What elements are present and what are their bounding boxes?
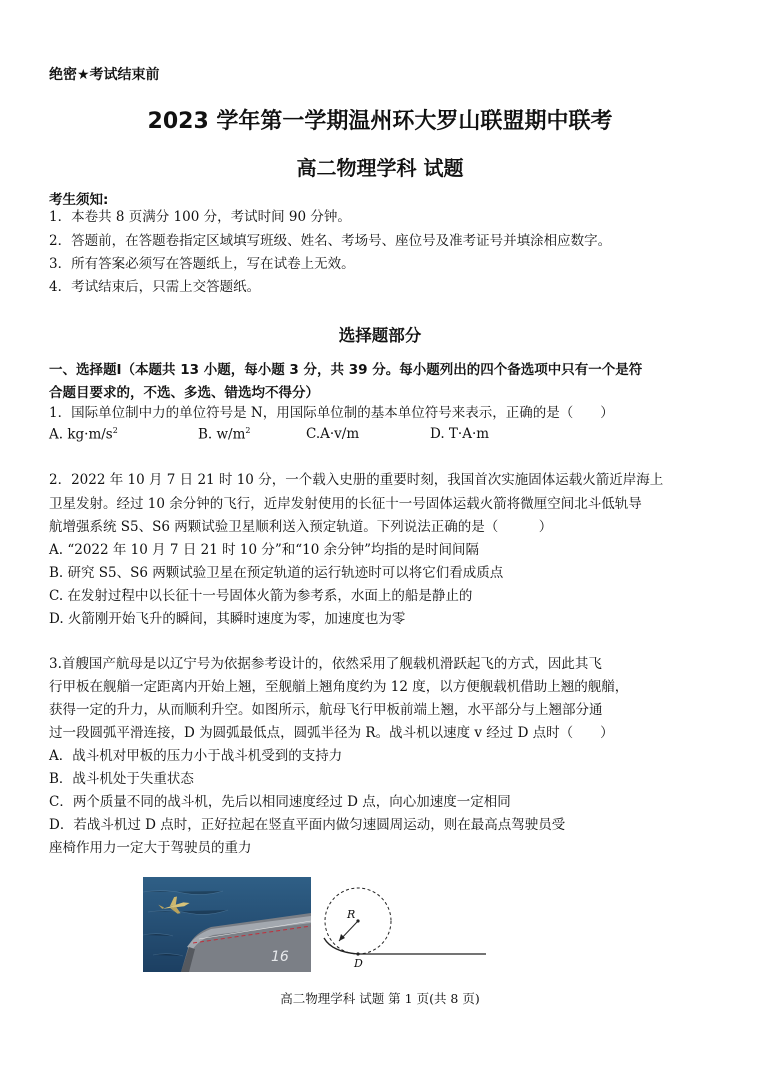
q1-stem: 1．国际单位制中力的单位符号是 N，用国际单位制的基本单位符号来表示，正确的是（ ） <box>49 405 614 421</box>
q3-stem-line: 行甲板在舰艏一定距离内开始上翘，至舰艏上翘角度约为 12 度，以方便舰载机借助上翘的舰艏， <box>49 679 629 695</box>
section-instruction: 一、选择题Ⅰ（本题共 13 小题，每小题 3 分，共 39 分。每小题列出的四个备选项中只有一个是符 <box>49 362 643 378</box>
q1-option-d: D. T·A·m <box>430 426 490 442</box>
carrier-photo <box>143 877 311 972</box>
exam-subtitle: 高二物理学科 试题 <box>296 156 464 180</box>
note-item: 1．本卷共 8 页满分 100 分，考试时间 90 分钟。 <box>49 209 351 225</box>
notes-title: 考生须知: <box>49 192 109 208</box>
q1-option-a: A. $kg\cdot m/s^2$ <box>49 426 118 443</box>
hull-number: 16 <box>271 949 289 965</box>
q3-stem-line: 过一段圆弧平滑连接，D 为圆弧最低点，圆弧半径为 R。战斗机以速度 v 经过 D 点时（ ） <box>49 725 614 741</box>
secret-mark: 绝密★考试结束前 <box>49 67 160 83</box>
q2-stem-line: 卫星发射。经过 10 余分钟的飞行，近岸发射使用的长征十一号固体运载火箭将微厘空间北斗低轨导 <box>49 496 642 512</box>
q2-option-d: D. 火箭刚开始飞升的瞬间，其瞬时速度为零，加速度也为零 <box>49 611 406 627</box>
q3-option-d-cont: 座椅作用力一定大于驾驶员的重力 <box>49 840 252 856</box>
note-item: 3．所有答案必须写在答题纸上，写在试卷上无效。 <box>49 256 355 272</box>
q2-option-b: B. 研究 S5、S6 两颗试验卫星在预定轨道的运行轨迹时可以将它们看成质点 <box>49 565 504 581</box>
q3-option-a: A．战斗机对甲板的压力小于战斗机受到的支持力 <box>49 748 343 764</box>
note-item: 2．答题前，在答题卷指定区域填写班级、姓名、考场号、座位号及准考证号并填涂相应数字。 <box>49 233 612 249</box>
q2-stem-line: 航增强系统 S5、S6 两颗试验卫星顺利送入预定轨道。下列说法正确的是（ ） <box>49 519 553 535</box>
q3-option-b: B．战斗机处于失重状态 <box>49 771 194 787</box>
page-footer: 高二物理学科 试题 第 1 页(共 8 页) <box>280 991 480 1006</box>
q2-option-a: A. “2022 年 10 月 7 日 21 时 10 分”和“10 余分钟”均指的是时间间隔 <box>49 542 480 558</box>
q1-option-c: C.A·v/m <box>306 426 360 442</box>
radius-label: R <box>347 908 356 921</box>
note-item: 4．考试结束后，只需上交答题纸。 <box>49 279 261 295</box>
q3-stem-line: 获得一定的升力，从而顺利升空。如图所示，航母飞行甲板前端上翘，水平部分与上翘部分通 <box>49 702 603 718</box>
q2-stem-line: 2．2022 年 10 月 7 日 21 时 10 分，一个载入史册的重要时刻，我国首次实施固体运载火箭近岸海上 <box>49 472 664 488</box>
q1-option-b: B. $w/m^2$ <box>198 426 251 443</box>
exam-title: 2023 学年第一学期温州环大罗山联盟期中联考 <box>147 109 613 134</box>
section-title: 选择题部分 <box>338 326 422 345</box>
section-instruction: 合题目要求的，不选、多选、错选均不得分） <box>49 385 319 401</box>
q3-stem-line: 3.首艘国产航母是以辽宁号为依据参考设计的，依然采用了舰载机滑跃起飞的方式，因此其飞 <box>49 656 602 672</box>
q3-option-d: D．若战斗机过 D 点时，正好拉起在竖直平面内做匀速圆周运动，则在最高点驾驶员受 <box>49 817 566 833</box>
loop-diagram <box>318 878 490 970</box>
point-d-label: D <box>354 957 363 970</box>
q2-option-c: C. 在发射过程中以长征十一号固体火箭为参考系，水面上的船是静止的 <box>49 588 473 604</box>
q3-option-c: C．两个质量不同的战斗机，先后以相同速度经过 D 点，向心加速度一定相同 <box>49 794 511 810</box>
